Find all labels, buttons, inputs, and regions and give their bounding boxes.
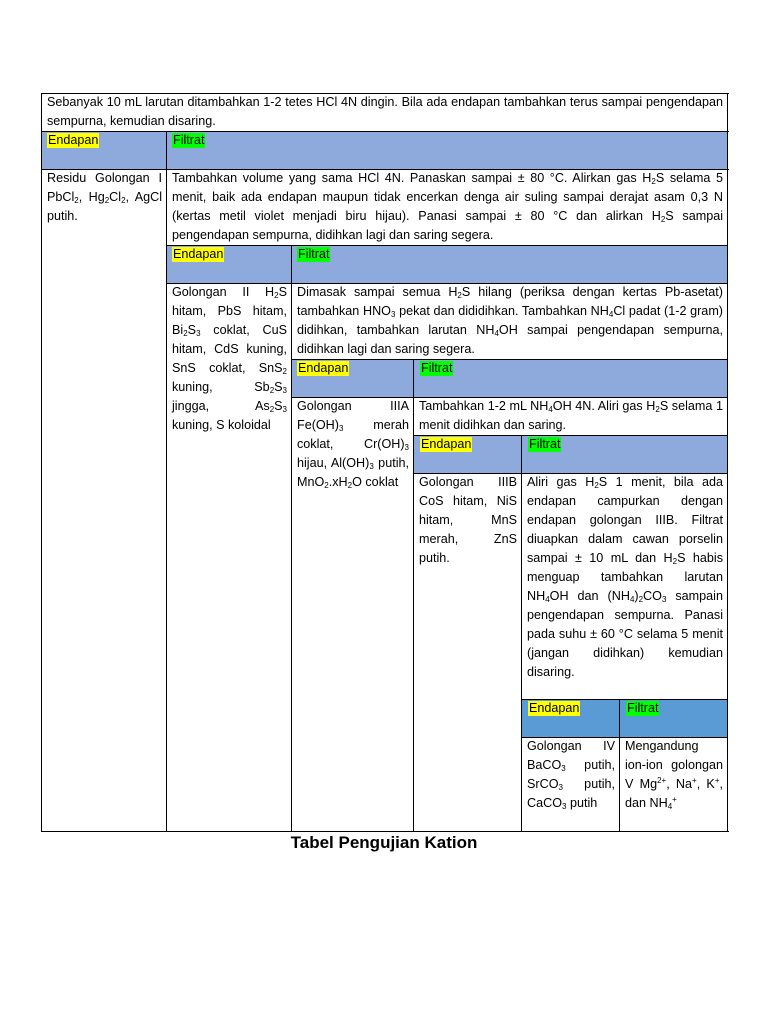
grid-h-131 — [41, 131, 729, 132]
grid-v-620 — [619, 699, 620, 832]
step2-instructions: Tambahkan volume yang sama HCl 4N. Panaskan sampai ± 80 °C. Alirkan gas $H_2S$ selama 5 menit, baik ada endapan maupun tidak encerkan denga air suling sampai derajat asam 0,3 N (kertas metil violet menjadi biru hijau). Panasi sampai ± 80 °C dan alirkan $H_2S$ sampai pengendapan sempurna, didihkan lagi dan saring segera. — [172, 171, 724, 242]
filtrat-label-1: Filtrat — [173, 133, 205, 147]
grid-h-245 — [167, 245, 728, 246]
grid-h-473 — [414, 473, 728, 474]
group5-filtrate-cell: Mengandung ion-ion golongan V $Mg^{2+}$, Na+, K+, dan $NH_4^+$ — [625, 739, 723, 811]
filtrat-label-5: Filtrat — [627, 701, 659, 715]
header-row-3 — [292, 359, 728, 397]
grid-h-397 — [292, 397, 728, 398]
grid-v-522 — [521, 435, 522, 832]
filtrat-label-2: Filtrat — [298, 247, 330, 261]
step3-instructions: Dimasak sampai semua $H_2S$ hilang (periksa dengan kertas Pb-asetat) tambahkan $HNO_3$ pekat dan dididihkan. Tambahkan $NH_4Cl$ padat (1-2 gram) didihkan, tambahkan larutan $NH_4OH$ sampai pengendapan sempurna, didihkan lagi dan saring segera. — [297, 285, 723, 356]
header-row-2 — [167, 245, 728, 283]
table-caption: Tabel Pengujian Kation — [290, 833, 478, 852]
grid-v-414 — [413, 359, 414, 832]
filtrat-label-3: Filtrat — [421, 361, 453, 375]
grid-v-292 — [291, 245, 292, 832]
endapan-label-3: Endapan — [298, 361, 349, 375]
grid-h-359 — [292, 359, 728, 360]
table-border-right — [727, 93, 728, 832]
intro-text: Sebanyak 10 mL larutan ditambahkan 1-2 tetes HCl 4N dingin. Bila ada endapan tambahkan terus sampai pengendapan sempurna, kemudian disaring. — [47, 95, 723, 128]
table-border-left — [41, 93, 42, 832]
group3a-precipitate-cell: Golongan IIIA $Fe(OH)_3$ merah coklat, $Cr(OH)_3$ hijau, $Al(OH)_3$ putih, $MnO_2.xH_2O$ coklat — [297, 399, 409, 490]
table-border-top — [41, 93, 729, 94]
group3b-precipitate-cell: Golongan IIIB CoS hitam, NiS hitam, MnS merah, ZnS putih. — [419, 475, 517, 565]
endapan-label-2: Endapan — [173, 247, 224, 261]
filtrat-label-4: Filtrat — [529, 437, 561, 451]
grid-v-167 — [166, 131, 167, 832]
header-row-1 — [42, 131, 728, 169]
group1-residue-cell: Residu Golongan I PbCl$_2$, $Hg_2Cl_2$, AgCl putih. — [47, 171, 162, 223]
grid-h-699 — [522, 699, 728, 700]
endapan-label-4: Endapan — [421, 437, 472, 451]
grid-h-283 — [167, 283, 728, 284]
group2-precipitate-cell: Golongan II $H_2S$ hitam, PbS hitam, $Bi_2S_3$ coklat, CuS hitam, CdS kuning, SnS coklat, SnS$_2$ kuning, $Sb_2S_3$ jingga, $As_2S_3$ kuning, S koloidal — [172, 285, 287, 432]
step4-instructions: Tambahkan 1-2 mL $NH_4OH$ 4N. Aliri gas $H_2S$ selama 1 menit didihkan dan saring. — [419, 399, 724, 432]
grid-h-737 — [522, 737, 728, 738]
endapan-label-5: Endapan — [529, 701, 580, 715]
grid-h-435 — [414, 435, 728, 436]
group4-precipitate-cell: Golongan IV BaCO$_3$ putih, SrCO$_3$ putih, CaCO$_3$ putih — [527, 739, 615, 811]
step5-instructions: Aliri gas $H_2S$ 1 menit, bila ada endapan campurkan dengan endapan golongan IIIB. Filtrat diuapkan dalam cawan porselin sampai ± 10 mL dan $H_2S$ habis menguap tambahkan larutan $NH_4OH$ dan $(NH_4)_2CO_3$ sampain pengendapan sempurna. Panasi pada suhu ± 60 °C selama 5 menit (jangan didihkan) kemudian disaring. — [527, 475, 724, 679]
endapan-label-1: Endapan — [48, 133, 99, 147]
grid-h-169 — [41, 169, 729, 170]
